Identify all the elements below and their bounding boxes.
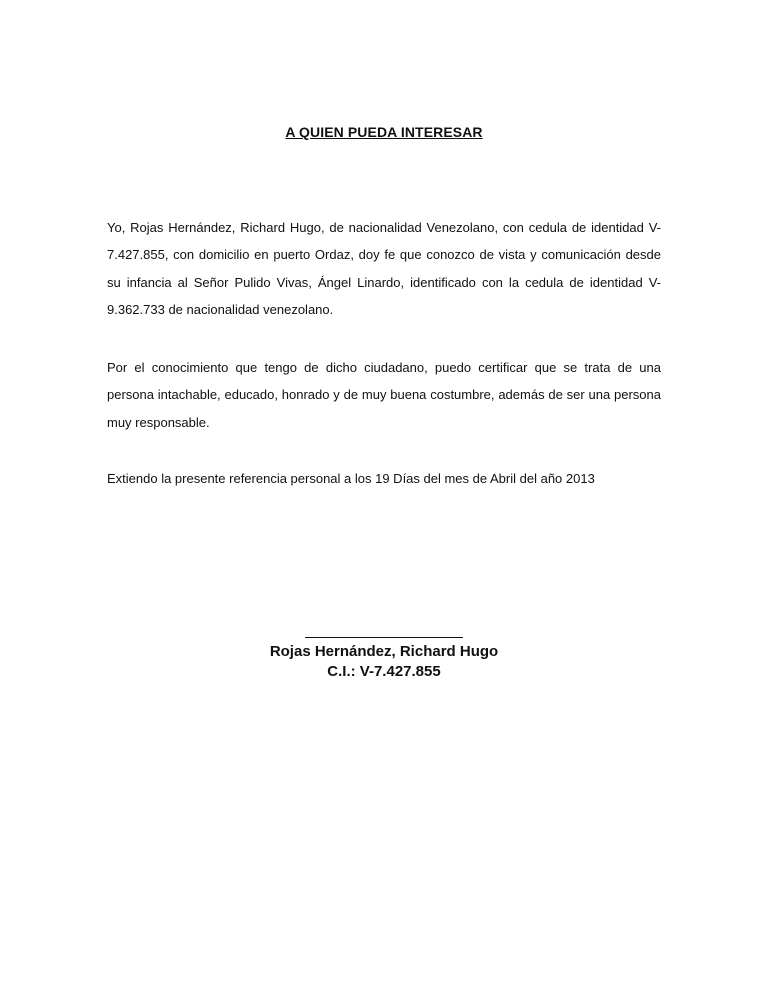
signature-id: C.I.: V-7.427.855 [327,663,441,680]
document-title: A QUIEN PUEDA INTERESAR [285,124,483,140]
paragraph-declaration: Yo, Rojas Hernández, Richard Hugo, de nacionalidad Venezolano, con cedula de identidad V-7.427.855, con domicilio en puerto Ordaz, doy fe que conozco de vista y comunicación desde su infancia al Señor Pulido Vivas, Ángel Linardo, identificado con la cedula de identidad V-9.362.733 de nacionalidad venezolano. [107,220,661,317]
signature-line [305,618,463,638]
paragraph-certification: Por el conocimiento que tengo de dicho ciudadano, puedo certificar que se trata de una persona intachable, educado, honrado y de muy buena costumbre, además de ser una persona muy responsable. [107,360,661,430]
signature-name: Rojas Hernández, Richard Hugo [269,643,499,660]
paragraph-issuance: Extiendo la presente referencia personal a los 19 Días del mes de Abril del año 2013 [107,471,595,486]
signature-block [0,618,768,682]
